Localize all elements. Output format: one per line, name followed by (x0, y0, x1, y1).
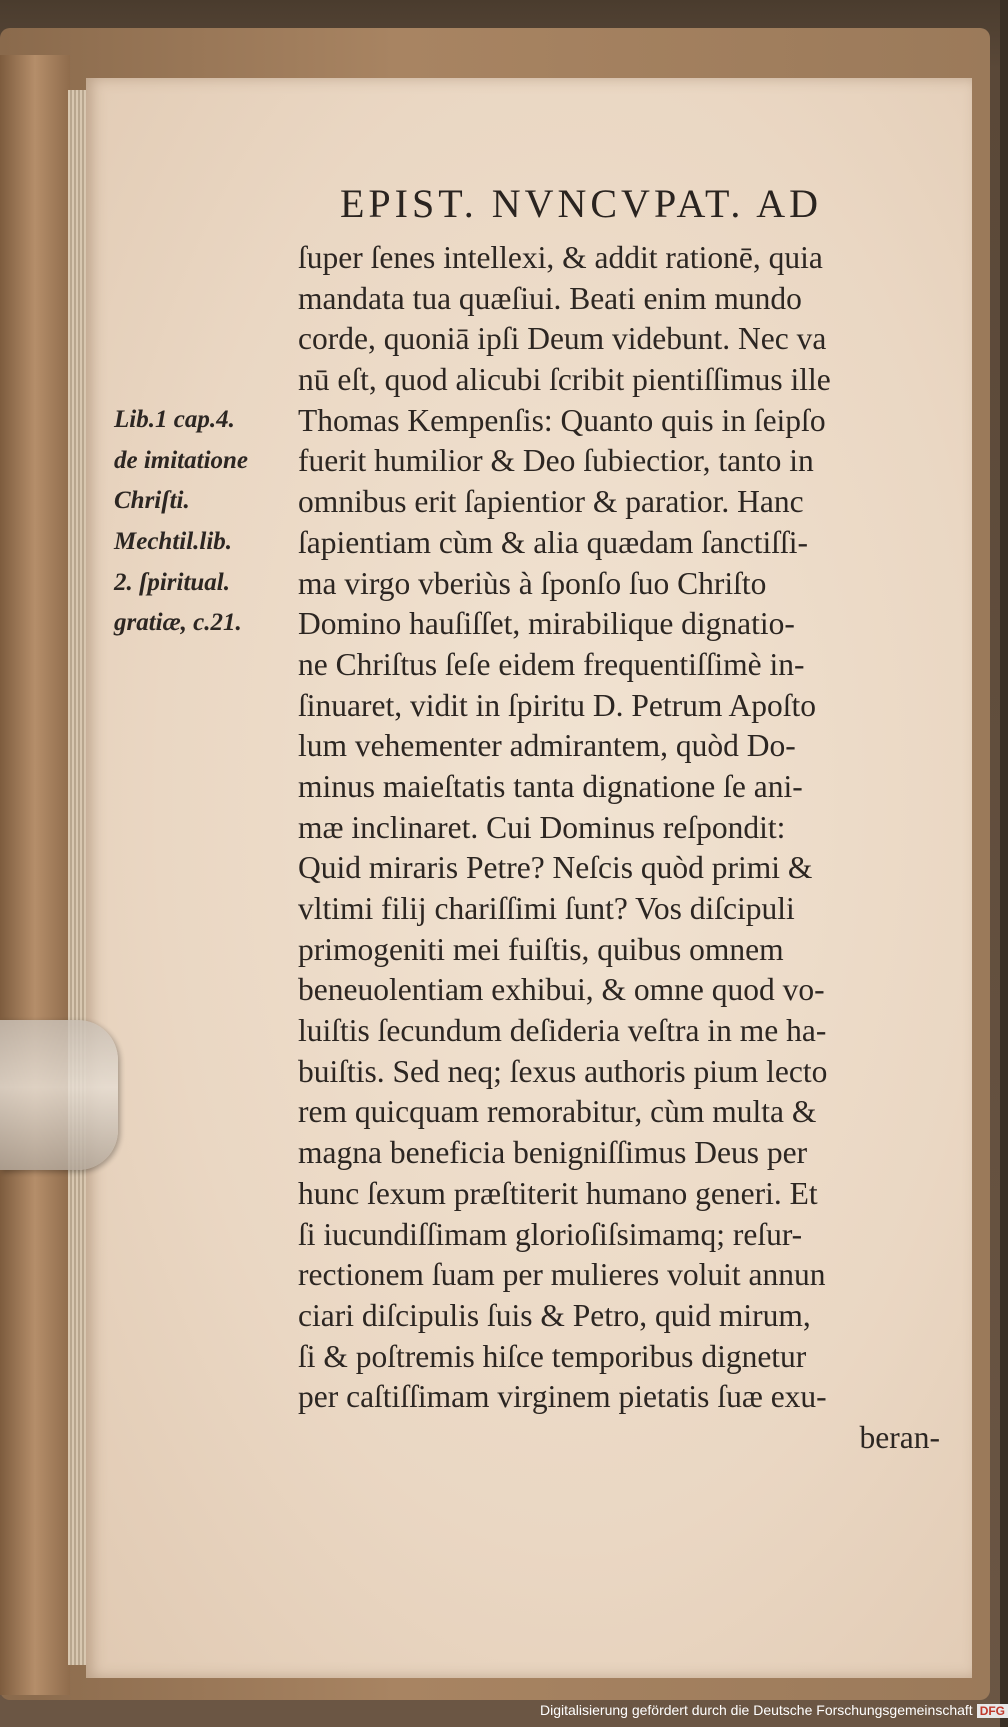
text-line: vltimi filij chariſſimi ſunt? Vos diſcipuli (298, 891, 795, 926)
text-line: minus maieſtatis tanta dignatione ſe ani- (298, 768, 803, 804)
catchword: beran- (859, 1419, 940, 1455)
marginal-notes (114, 400, 294, 644)
text-line: beneuolentiam exhibui, & omne quod vo- (298, 972, 825, 1008)
marginal-note-line: de imitatione (114, 446, 249, 474)
text-line: per caſtiſſimam virginem pietatis ſuæ exu- (298, 1379, 827, 1415)
marginal-note-line: Mechtil.lib. (114, 528, 233, 556)
text-line: corde, quoniā ipſi Deum videbunt. Nec va (298, 321, 827, 357)
text-line: rem quicquam remorabitur, cùm multa & (298, 1094, 817, 1130)
text-line: ciari diſcipulis ſuis & Petro, quid mirum, (298, 1297, 811, 1333)
marginal-note-line: Lib.1 cap.4. (114, 406, 235, 433)
text-line: Domino hauſiſſet, mirabilique dignatio- (298, 606, 795, 642)
text-line: nū eſt, quod alicubi ſcribit pientiſſimus ille (298, 362, 831, 398)
book-clasp (0, 1020, 118, 1170)
text-line: ma virgo vberiùs à ſponſo ſuo Chriſto (298, 565, 767, 601)
marginal-note-line: gratiæ, c.21. (114, 609, 242, 637)
text-line: hunc ſexum præſtiterit humano generi. Et (298, 1175, 818, 1211)
text-line: lum vehementer admirantem, quòd Do- (298, 728, 796, 764)
text-line: luiſtis ſecundum deſideria veſtra in me ha- (298, 1013, 827, 1049)
text-line: magna beneficia benigniſſimus Deus per (298, 1135, 808, 1171)
text-line: rectionem ſuam per mulieres voluit annun (298, 1257, 826, 1293)
text-line: ne Chriſtus ſeſe eidem frequentiſſimè in- (298, 646, 805, 682)
text-line: mæ inclinaret. Cui Dominus reſpondit: (298, 809, 786, 845)
text-line: Thomas Kempenſis: Quanto quis in ſeipſo (298, 402, 826, 438)
text-line: omnibus erit ſapientior & paratior. Hanc (298, 484, 804, 520)
book-spine (0, 55, 70, 1695)
running-head: EPIST. NVNCVPAT. AD (340, 181, 822, 226)
text-line: primogeniti mei fuiſtis, quibus omnem (298, 931, 784, 967)
text-line: ſapientiam cùm & alia quædam ſanctiſſi- (298, 524, 808, 560)
footer-text: Digitalisierung gefördert durch die Deutsche Forschungsgemeinschaft (540, 1702, 973, 1718)
marginal-note-line: 2. ſpiritual. (114, 568, 230, 596)
text-line: buiſtis. Sed neq; ſexus authoris pium lecto (298, 1053, 828, 1089)
marginal-note-line: Chriſti. (114, 487, 190, 515)
text-line: mandata tua quæſiui. Beati enim mundo (298, 280, 802, 316)
text-line: ſi & poſtremis hiſce temporibus dignetur (298, 1338, 807, 1374)
dfg-logo-icon: DFG (977, 1704, 1008, 1718)
text-line: Quid miraris Petre? Neſcis quòd primi & (298, 850, 813, 886)
digitization-footer (540, 1702, 1006, 1718)
text-line: ſi iucundiſſimam glorioſiſsimamq; reſur- (298, 1216, 803, 1252)
text-line: ſuper ſenes intellexi, & addit rationē, quia (298, 240, 823, 275)
text-line: fuerit humilior & Deo ſubiectior, tanto in (298, 443, 814, 479)
text-line: ſinuaret, vidit in ſpiritu D. Petrum Apoſto (298, 687, 816, 723)
main-text-block (298, 238, 940, 1459)
